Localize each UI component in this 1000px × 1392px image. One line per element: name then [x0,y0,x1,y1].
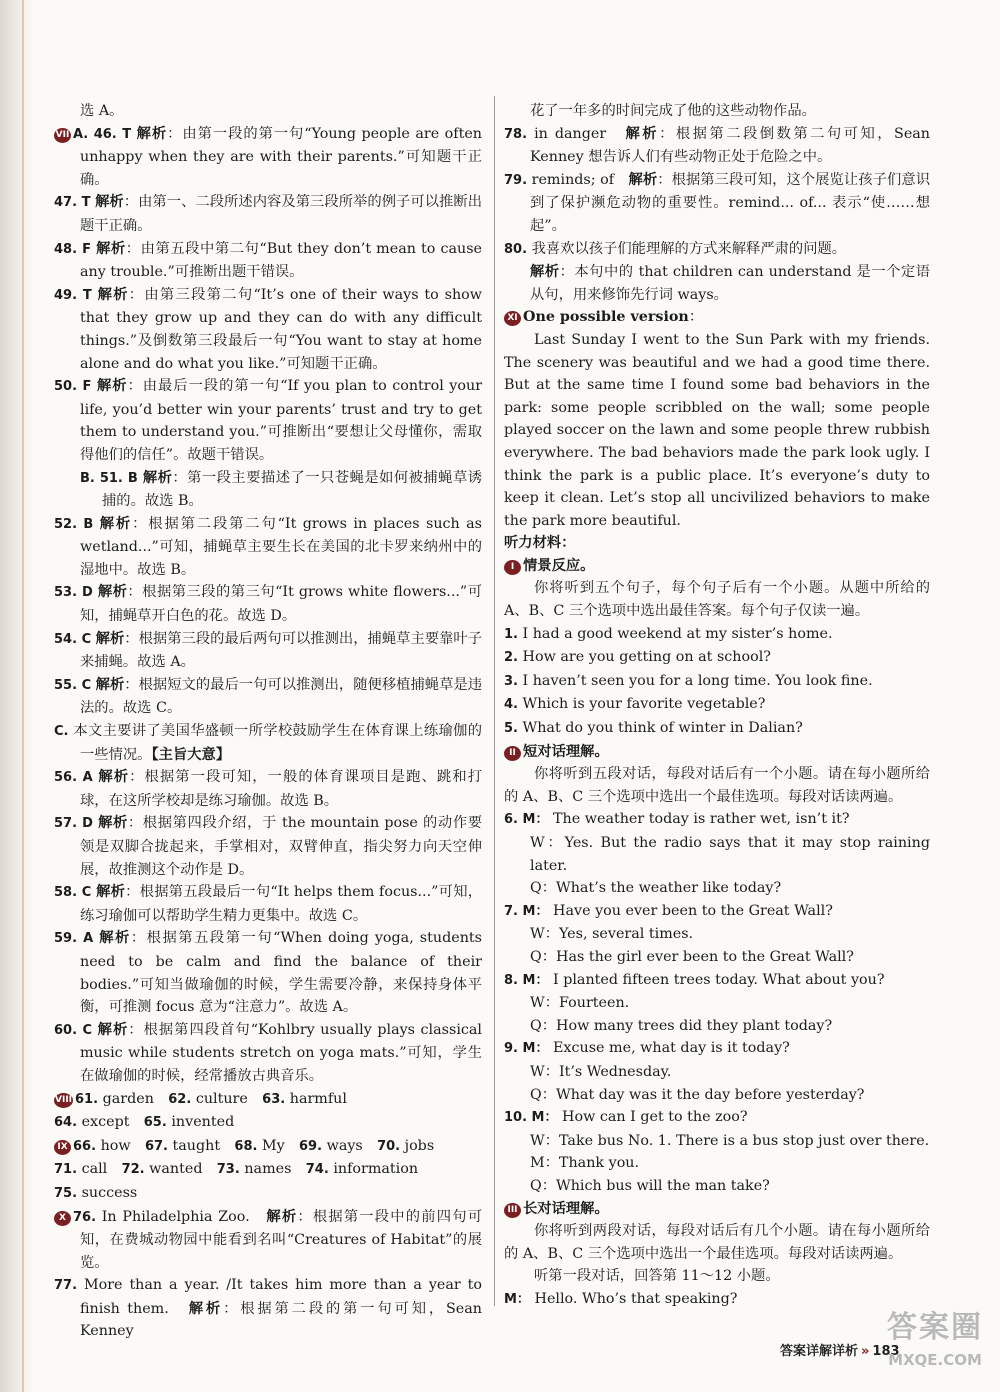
margin-line [22,0,24,1392]
body-text: 你将听到五段对话，每段对话后有一个小题。请在每小题所给的 A、B、C 三个选项中选出一个最佳选项。每段对话读两遍。 [504,766,930,805]
text-line [54,1274,482,1343]
text-line [54,1088,482,1112]
answer-number: 67. [144,1138,168,1154]
body-text: ：根据第三段的最后两句可以推测出，捕蝇草主要靠叶子来捕蝇。故选 A。 [80,630,482,671]
body-text: garden [102,1090,169,1107]
body-text: ：根据第一段中的前四句可知，在费城动物园中能看到名叫“Creatures of Habitat”的展览。 [80,1208,483,1271]
body-text: ：由最后一段的第一句“If you plan to control your life, you’d better win your parents’ trust and try to get them to understand you.”可推断出“要想让父母懂你，需取得他们的信任”。故题干错误。 [80,378,483,463]
body-text: Q：What’s the weather like today? [530,880,782,897]
label: 解析 [188,1300,224,1317]
answer-number: 76. [73,1209,97,1225]
text-line [504,1152,930,1175]
page-number: 183 [872,1344,900,1359]
body-text: except [81,1114,144,1131]
section-badge: X [54,1211,71,1226]
text-line [504,1175,930,1198]
label: 解析 [95,630,125,647]
answer-number: 50. F [54,379,92,395]
answer-number: 3. [504,673,518,689]
body-text: ：根据第四段首句“Kohlbry usually plays classical music while students stretch on yoga mats.”可知，学生在做瑜伽的时候，经常播放古典音乐。 [80,1021,483,1084]
answer-number: 71. [54,1162,78,1178]
text-line [504,1037,930,1061]
body-text: ：根据第五段第一句“When doing yoga, students need to be calm and find the balance of their bodies.”可知当做瑜伽的时候，学生需要冷静，来保持身体平衡，可推测 focus 意为“注意力”。故选 A。 [80,930,482,1016]
label: 解析 [96,240,126,257]
body-text: Which is your favorite vegetable? [522,696,766,713]
body-text: More than a year. /It takes him more than a year to finish them. [80,1277,482,1317]
answer-number: C. [54,724,69,740]
watermark-logo [880,1306,990,1386]
answer-number: M： [504,1291,530,1307]
body-text: I planted fifteen trees today. What about you? [553,971,885,988]
answer-number: 64. [54,1115,78,1131]
text-line [504,1106,930,1130]
text-line [504,646,930,670]
body-text: call [81,1161,122,1178]
label: 【主旨大意】 [151,746,231,763]
text-line [54,123,482,192]
text-line [54,284,482,375]
text-line [504,946,930,969]
text-line [54,1111,482,1135]
label: 解析 [266,1208,298,1225]
text-line [54,1182,482,1206]
body-text: ：由第三段第二句“It’s one of their ways to show that they grow up and they can do with any difficult things.”及倒数第三段最后一句“You want to stay at home alone and do what you like.”可知题干正确。 [80,286,482,372]
text-line [504,623,930,647]
body-text: ：本句中的 that children can understand 是一个定语从句，用来修饰先行词 ways。 [530,264,931,303]
body-text: ways [326,1137,378,1154]
label: 听力材料： [504,535,576,552]
text-line [504,1061,930,1084]
chevron-right-icon: » [861,1344,870,1359]
label: 解析 [97,584,128,601]
body-text: jobs [404,1137,435,1154]
label: 解析 [98,815,128,832]
label: 长对话理解。 [523,1200,609,1217]
answer-number: 75. [54,1185,78,1201]
body-text: What do you think of winter in Dalian? [522,720,803,737]
text-line [504,169,930,238]
body-text: The weather today is rather wet, isn’t it? [553,811,850,828]
text-line [54,191,482,237]
text-line [504,1130,930,1153]
body-text: ：根据第一段可知，一般的体育课项目是跑、跳和打球，在这所学校却是练习瑜伽。故选 B。 [80,769,483,809]
body-text: Q：What day was it the day before yesterday? [530,1086,865,1103]
answer-number: 57. D [54,816,93,832]
text-line [54,1206,482,1275]
body-text: ：根据第二段的第一句可知，Sean Kenney [80,1300,482,1340]
body-text: ：根据第二段倒数第二句可知，Sean Kenney 想告诉人们有些动物正处于危险之中。 [530,125,931,166]
text-line [504,1084,930,1107]
text-line [504,763,930,808]
body-text: Q：Which bus will the man take? [530,1177,770,1194]
label: 解析 [99,515,133,532]
answer-number: 63. [262,1091,286,1107]
answer-number: 55. C [54,677,92,693]
label: 解析 [530,264,560,281]
body-text: W：Yes. But the radio says that it may stop raining later. [530,835,930,874]
answer-number: 59. A [54,931,94,947]
body-text: 听第一段对话，回答第 11～12 小题。 [534,1268,780,1285]
answer-number: 74. [305,1162,329,1178]
text-line [54,927,482,1018]
body-text: ：根据第三段的第三句“It grows white flowers...”可知，捕蝇草开白色的花。故选 D。 [80,584,483,625]
text-line [54,100,482,123]
left-column [54,100,482,1343]
body-text: Have you ever been to the Great Wall? [553,902,833,919]
body-text: W：Fourteen. [530,995,630,1012]
body-text: How can I get to the zoo? [562,1109,748,1126]
answer-number: 52. B [54,516,94,532]
label: 解析 [99,930,131,947]
body-text: ：根据第四段介绍，于 the mountain pose 的动作要领是双脚合拢起来，手掌相对，双臂伸直，指尖努力向天空伸展，故推测这个动作是 D。 [80,815,483,878]
label: One possible version [523,309,689,326]
answer-number: 47. T [54,195,91,211]
page-spine-shadow [0,0,34,1392]
text-line [504,670,930,694]
answer-number: B. 51. B [80,470,138,486]
text-line [504,306,930,329]
label: 解析 [97,286,129,303]
body-text: success [81,1184,138,1201]
answer-number: 8. M： [504,972,549,988]
body-text: I had a good weekend at my sister’s home. [522,625,833,642]
answer-number: 73. [216,1162,240,1178]
answer-number: 66. [73,1138,97,1154]
label: 解析 [136,125,168,142]
answer-number: 1. [504,626,518,642]
body-text: taught [172,1137,235,1154]
answer-number: A. 46. T [73,126,132,142]
body-text: ：根据第五段最后一句“It helps them focus...”可知，练习瑜伽可以帮助学生精力更集中。故选 C。 [80,884,483,924]
text-line [504,100,930,123]
label: 解析 [95,676,125,693]
body-text: ：根据短文的最后一句可以推测出，随便移植捕蝇草是违法的。故选 C。 [80,676,482,717]
text-line [504,832,930,877]
body-text: 你将听到五个句子，每个句子后有一个小题。从题中所给的 A、B、C 三个选项中选出最佳答案。每个句子仅读一遍。 [504,580,930,620]
text-line [504,532,930,555]
answer-number: 65. [143,1115,167,1131]
answer-number: 6. M： [504,812,549,828]
body-text: M：Thank you. [530,1155,640,1172]
text-line [504,741,930,764]
label: 解析 [96,378,128,395]
answer-number: 62. [168,1091,192,1107]
body-text: Hello. Who’s that speaking? [534,1290,738,1307]
answer-number: 49. T [54,287,92,303]
body-text: how [100,1137,145,1154]
answer-number: 77. [54,1278,78,1294]
text-line [504,1265,930,1288]
right-column [504,100,930,1311]
text-line [54,812,482,881]
section-badge: VIII [54,1093,73,1108]
body-text: invented [171,1114,235,1131]
body-text: 你将听到两段对话，每段对话后有几个小题。请在每小题所给的 A、B、C 三个选项中选出一个最佳选项。每段对话读两遍。 [504,1223,930,1262]
text-line [504,555,930,578]
text-line [54,467,482,513]
label: 解析 [97,1021,129,1038]
text-line [54,513,482,582]
body-text: W：Yes, several times. [530,926,694,943]
answer-number: 9. M： [504,1041,549,1057]
body-text: reminds; of [531,171,629,188]
body-text: 本文主要讲了美国华盛顿一所学校鼓励学生在体育课上练瑜伽的一些情况。 [73,723,483,763]
text-line [54,1019,482,1088]
answer-number: 72. [121,1162,145,1178]
answer-number: 54. C [54,631,92,647]
body-text: 花了一年多的时间完成了他的这些动物作品。 [530,103,816,119]
answer-number: 5. [504,721,518,737]
text-line [504,900,930,924]
label: 情景反应。 [523,557,595,574]
answer-number: 58. C [54,885,92,901]
label: 解析 [142,469,173,486]
answer-number: 68. [234,1138,258,1154]
text-line [504,923,930,946]
text-line [54,375,482,466]
answer-number: 78. [504,126,528,142]
text-line [504,693,930,717]
body-text: culture [195,1090,263,1107]
body-text: ：根据第二段第二句“It grows in places such as wetland...”可知，捕蝇草主要生长在美国的北卡罗来纳州中的湿地中。故选 B。 [80,515,483,578]
text-line [504,1288,930,1312]
body-text: W：It’s Wednesday. [530,1063,672,1080]
body-text: Last Sunday I went to the Sun Park with my friends. The scenery was beautiful and we had a good time there. But at the same time I found some bad behaviors in the park: some people scribbled on the wall; some people played soccer on the lawn and some people threw rubbish everywhere. The bad behaviors made the park look ugly. I think the park is a public place. It’s everyone’s duty to keep it clean. Let’s stop all uncivilized behaviors to make the park more beautiful. [504,331,930,529]
text-line [504,329,930,532]
label: 解析 [95,194,124,211]
text-line [504,1220,930,1265]
text-line [504,808,930,832]
answer-number: 61. [75,1091,99,1107]
text-line [54,1158,482,1182]
label: 短对话理解。 [523,743,609,760]
body-text: 我喜欢以孩子们能理解的方式来解释严肃的问题。 [531,240,847,257]
text-line [54,238,482,284]
watermark-url: MXQE.COM [888,1351,982,1369]
body-text: In Philadelphia Zoo. [101,1208,267,1225]
section-badge: II [504,746,521,761]
body-text: wanted [149,1161,217,1178]
section-badge: III [504,1203,521,1218]
text-line [54,720,482,766]
label: 解析 [98,769,130,786]
text-line [54,881,482,927]
label: 解析 [96,884,126,901]
body-text: My [261,1137,299,1154]
section-badge: IX [54,1140,71,1155]
body-text: in danger [534,125,626,142]
answer-number: 10. M： [504,1110,558,1126]
body-text: Q：How many trees did they plant today? [530,1017,833,1034]
answer-number: 69. [299,1138,323,1154]
body-text: ：由第一段的第一句“Young people are often unhappy when they are with their parents.”可知题干正确。 [80,125,482,188]
text-line [504,1198,930,1221]
body-text: harmful [289,1090,347,1107]
answer-number: 80. [504,241,528,257]
body-text: ：第一段主要描述了一只苍蝇是如何被捕蝇草诱捕的。故选 B。 [102,469,483,510]
answer-number: 60. C [54,1022,93,1038]
body-text: Excuse me, what day is it today? [553,1040,790,1057]
body-text: How are you getting on at school? [522,649,771,666]
text-line [504,877,930,900]
answer-number: 2. [504,650,518,666]
body-text: information [333,1161,419,1178]
text-line [504,577,930,622]
answer-number: 79. [504,172,528,188]
answer-number: 4. [504,697,518,713]
footer-label: 答案详解详析 [780,1344,859,1359]
text-line [54,1135,482,1159]
section-badge: I [504,560,521,575]
body-text: W：Take bus No. 1. There is a bus stop just over there. [530,1132,930,1149]
column-divider [494,96,495,1306]
text-line [504,261,930,306]
body-text: I haven’t seen you for a long time. You look fine. [522,672,873,689]
text-line [54,581,482,627]
body-text: ：由第一、二段所述内容及第三段所举的例子可以推断出题干正确。 [80,194,483,234]
text-line [54,628,482,674]
body-text: names [244,1161,306,1178]
text-line [54,766,482,812]
text-line [504,992,930,1015]
text-line [504,1015,930,1038]
label: 解析 [628,171,658,188]
text-line [504,717,930,741]
watermark-text: 答案圈 [887,1310,983,1345]
section-badge: XI [504,311,521,326]
body-text: Q：Has the girl ever been to the Great Wall? [530,948,854,965]
label: 解析 [625,125,660,142]
body-text: ： [688,309,704,326]
answer-number: 7. M： [504,903,549,919]
body-text: ：由第五段中第二句“But they don’t mean to cause any trouble.”可推断出题干错误。 [80,240,482,281]
answer-number: 56. A [54,770,93,786]
text-line [504,123,930,169]
body-text: ：根据第三段可知，这个展览让孩子们意识到了保护濒危动物的重要性。remind... of... 表示“使……想起”。 [530,171,930,234]
answer-number: 70. [377,1138,401,1154]
text-line [504,969,930,993]
section-badge: VII [54,128,71,143]
body-text: 选 A。 [80,103,124,119]
text-line [504,238,930,262]
text-line [54,674,482,720]
answer-number: 48. F [54,241,91,257]
answer-number: 53. D [54,585,93,601]
